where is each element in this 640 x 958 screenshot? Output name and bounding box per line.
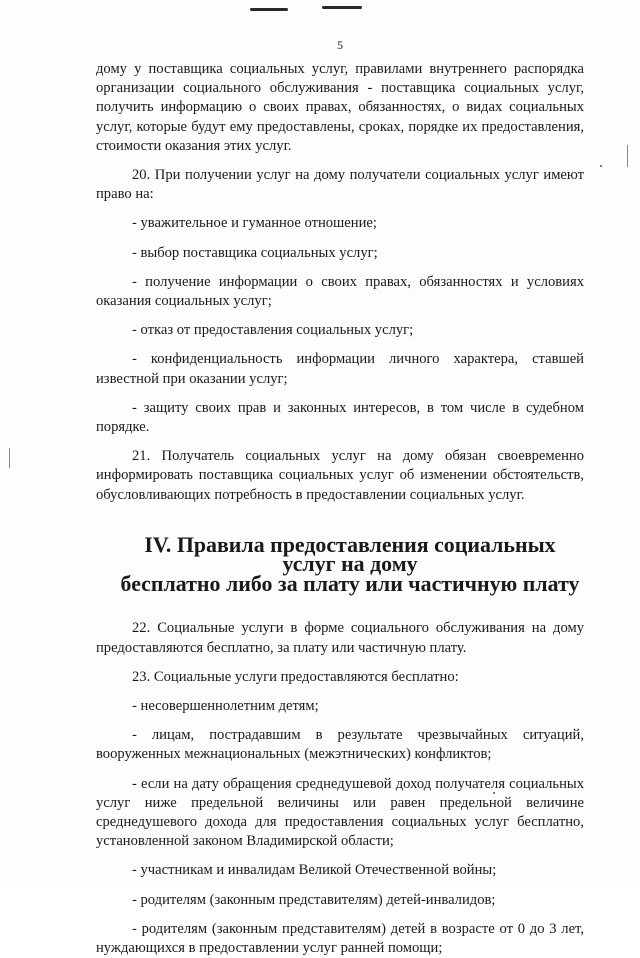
- margin-mark: [9, 448, 10, 468]
- paragraph: 20. При получении услуг на дому получатели социальных услуг имеют право на:: [96, 167, 584, 203]
- paragraph: дому у поставщика социальных услуг, правилами внутреннего распорядка организации социального обслуживания - поставщика социальных услуг, получить информацию о своих правах, обязанностях, о видах социальных услуг, которые будут ему предоставлены, сроках, порядке их предоставления, стоимости оказания этих услуг.: [96, 61, 584, 154]
- list-item: - выбор поставщика социальных услуг;: [132, 244, 378, 261]
- section-heading-line: IV. Правила предоставления социальных услуг на дому: [144, 531, 556, 577]
- list-item: - участникам и инвалидам Великой Отечественной войны;: [132, 862, 497, 879]
- list-item: - лицам, пострадавшим в результате чрезвычайных ситуаций, вооруженных межнациональных (межэтнических) конфликтов;: [96, 727, 584, 763]
- section-heading-line: бесплатно либо за плату или частичную плату: [120, 570, 580, 596]
- paragraph: 23. Социальные услуги предоставляются бесплатно:: [132, 668, 459, 685]
- scan-artifact: [250, 8, 288, 11]
- document-body: [96, 60, 584, 958]
- margin-mark: [627, 145, 628, 167]
- list-item: - если на дату обращения среднедушевой доход получателя социальных услуг ниже предельной величины или равен предельной величине среднедушевого дохода для предоставления социальных услуг бесплатно, установленной законом Владимирской области;: [96, 775, 584, 850]
- list-item: - получение информации о своих правах, обязанностях и условиях оказания социальных услуг;: [96, 273, 584, 310]
- list-item: - конфиденциальность информации личного характера, ставшей известной при оказании услуг;: [96, 351, 584, 387]
- paragraph: 21. Получатель социальных услуг на дому обязан своевременно информировать поставщика социальных услуг об изменении обстоятельств, обусловливающих потребность в предоставлении социальных услуг.: [96, 448, 584, 503]
- list-item: - отказ от предоставления социальных услуг;: [132, 322, 414, 339]
- page-number: 5: [337, 38, 343, 52]
- list-item: - защиту своих прав и законных интересов, в том числе в судебном порядке.: [96, 399, 584, 436]
- scan-speck: [600, 165, 602, 167]
- scan-artifact: [322, 6, 362, 9]
- list-item: - несовершеннолетним детям;: [132, 697, 319, 714]
- section-heading: [96, 531, 584, 596]
- list-item: - родителям (законным представителям) детей в возрасте от 0 до 3 лет, нуждающихся в предоставлении услуг ранней помощи;: [96, 920, 584, 956]
- list-item: - уважительное и гуманное отношение;: [132, 215, 377, 232]
- list-item: - родителям (законным представителям) детей-инвалидов;: [132, 891, 496, 908]
- paragraph: 22. Социальные услуги в форме социального обслуживания на дому предоставляются бесплатно, за плату или частичную плату.: [96, 620, 584, 656]
